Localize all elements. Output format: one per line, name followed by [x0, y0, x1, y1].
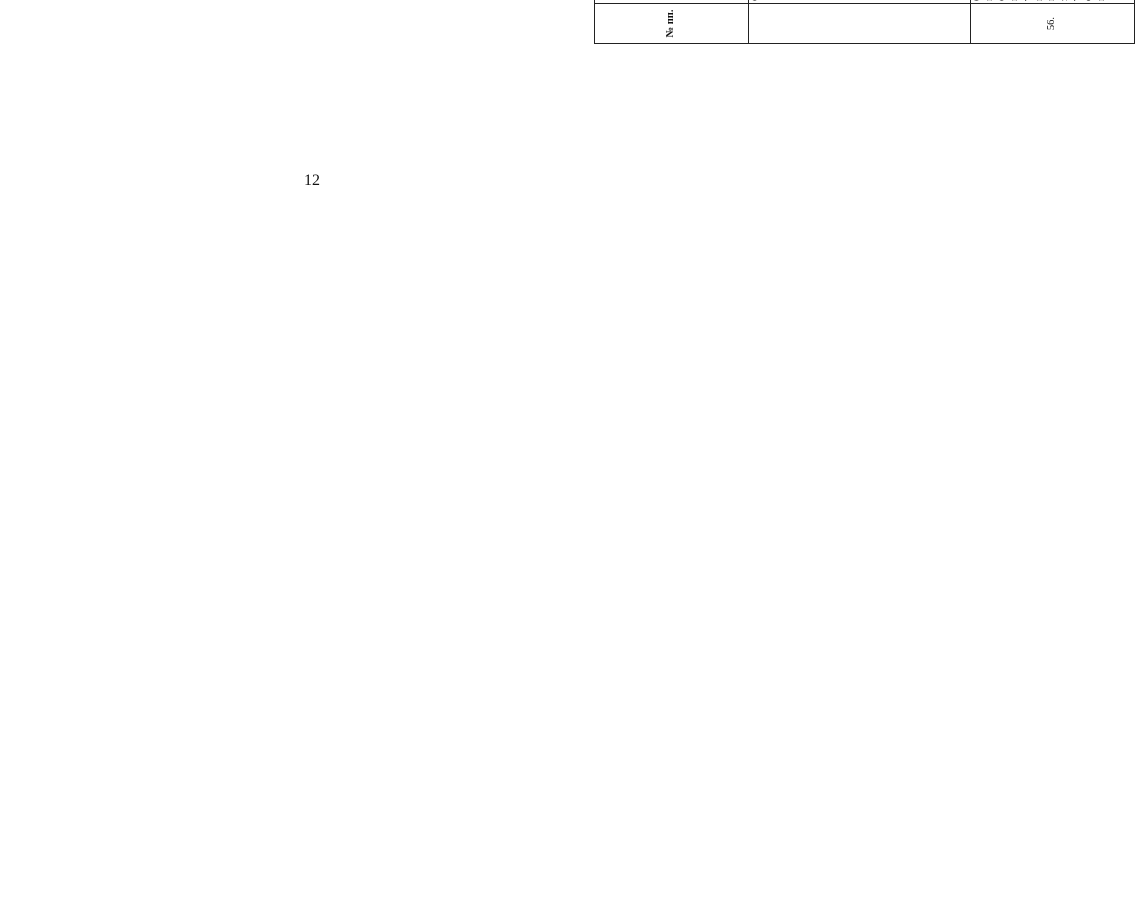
- header-name: [595, 0, 749, 4]
- rotated-table-wrapper: [594, 0, 1095, 44]
- page-number: 12: [304, 172, 320, 189]
- object-name-cell: [749, 0, 971, 4]
- num-cell: 56.: [971, 4, 1135, 44]
- table-row: [971, 0, 1015, 44]
- object-name-cell: [971, 0, 1135, 4]
- table-row: [749, 0, 776, 44]
- financing-table: [594, 0, 1135, 44]
- num-cell: [749, 4, 971, 44]
- header-num: № пп.: [595, 4, 749, 44]
